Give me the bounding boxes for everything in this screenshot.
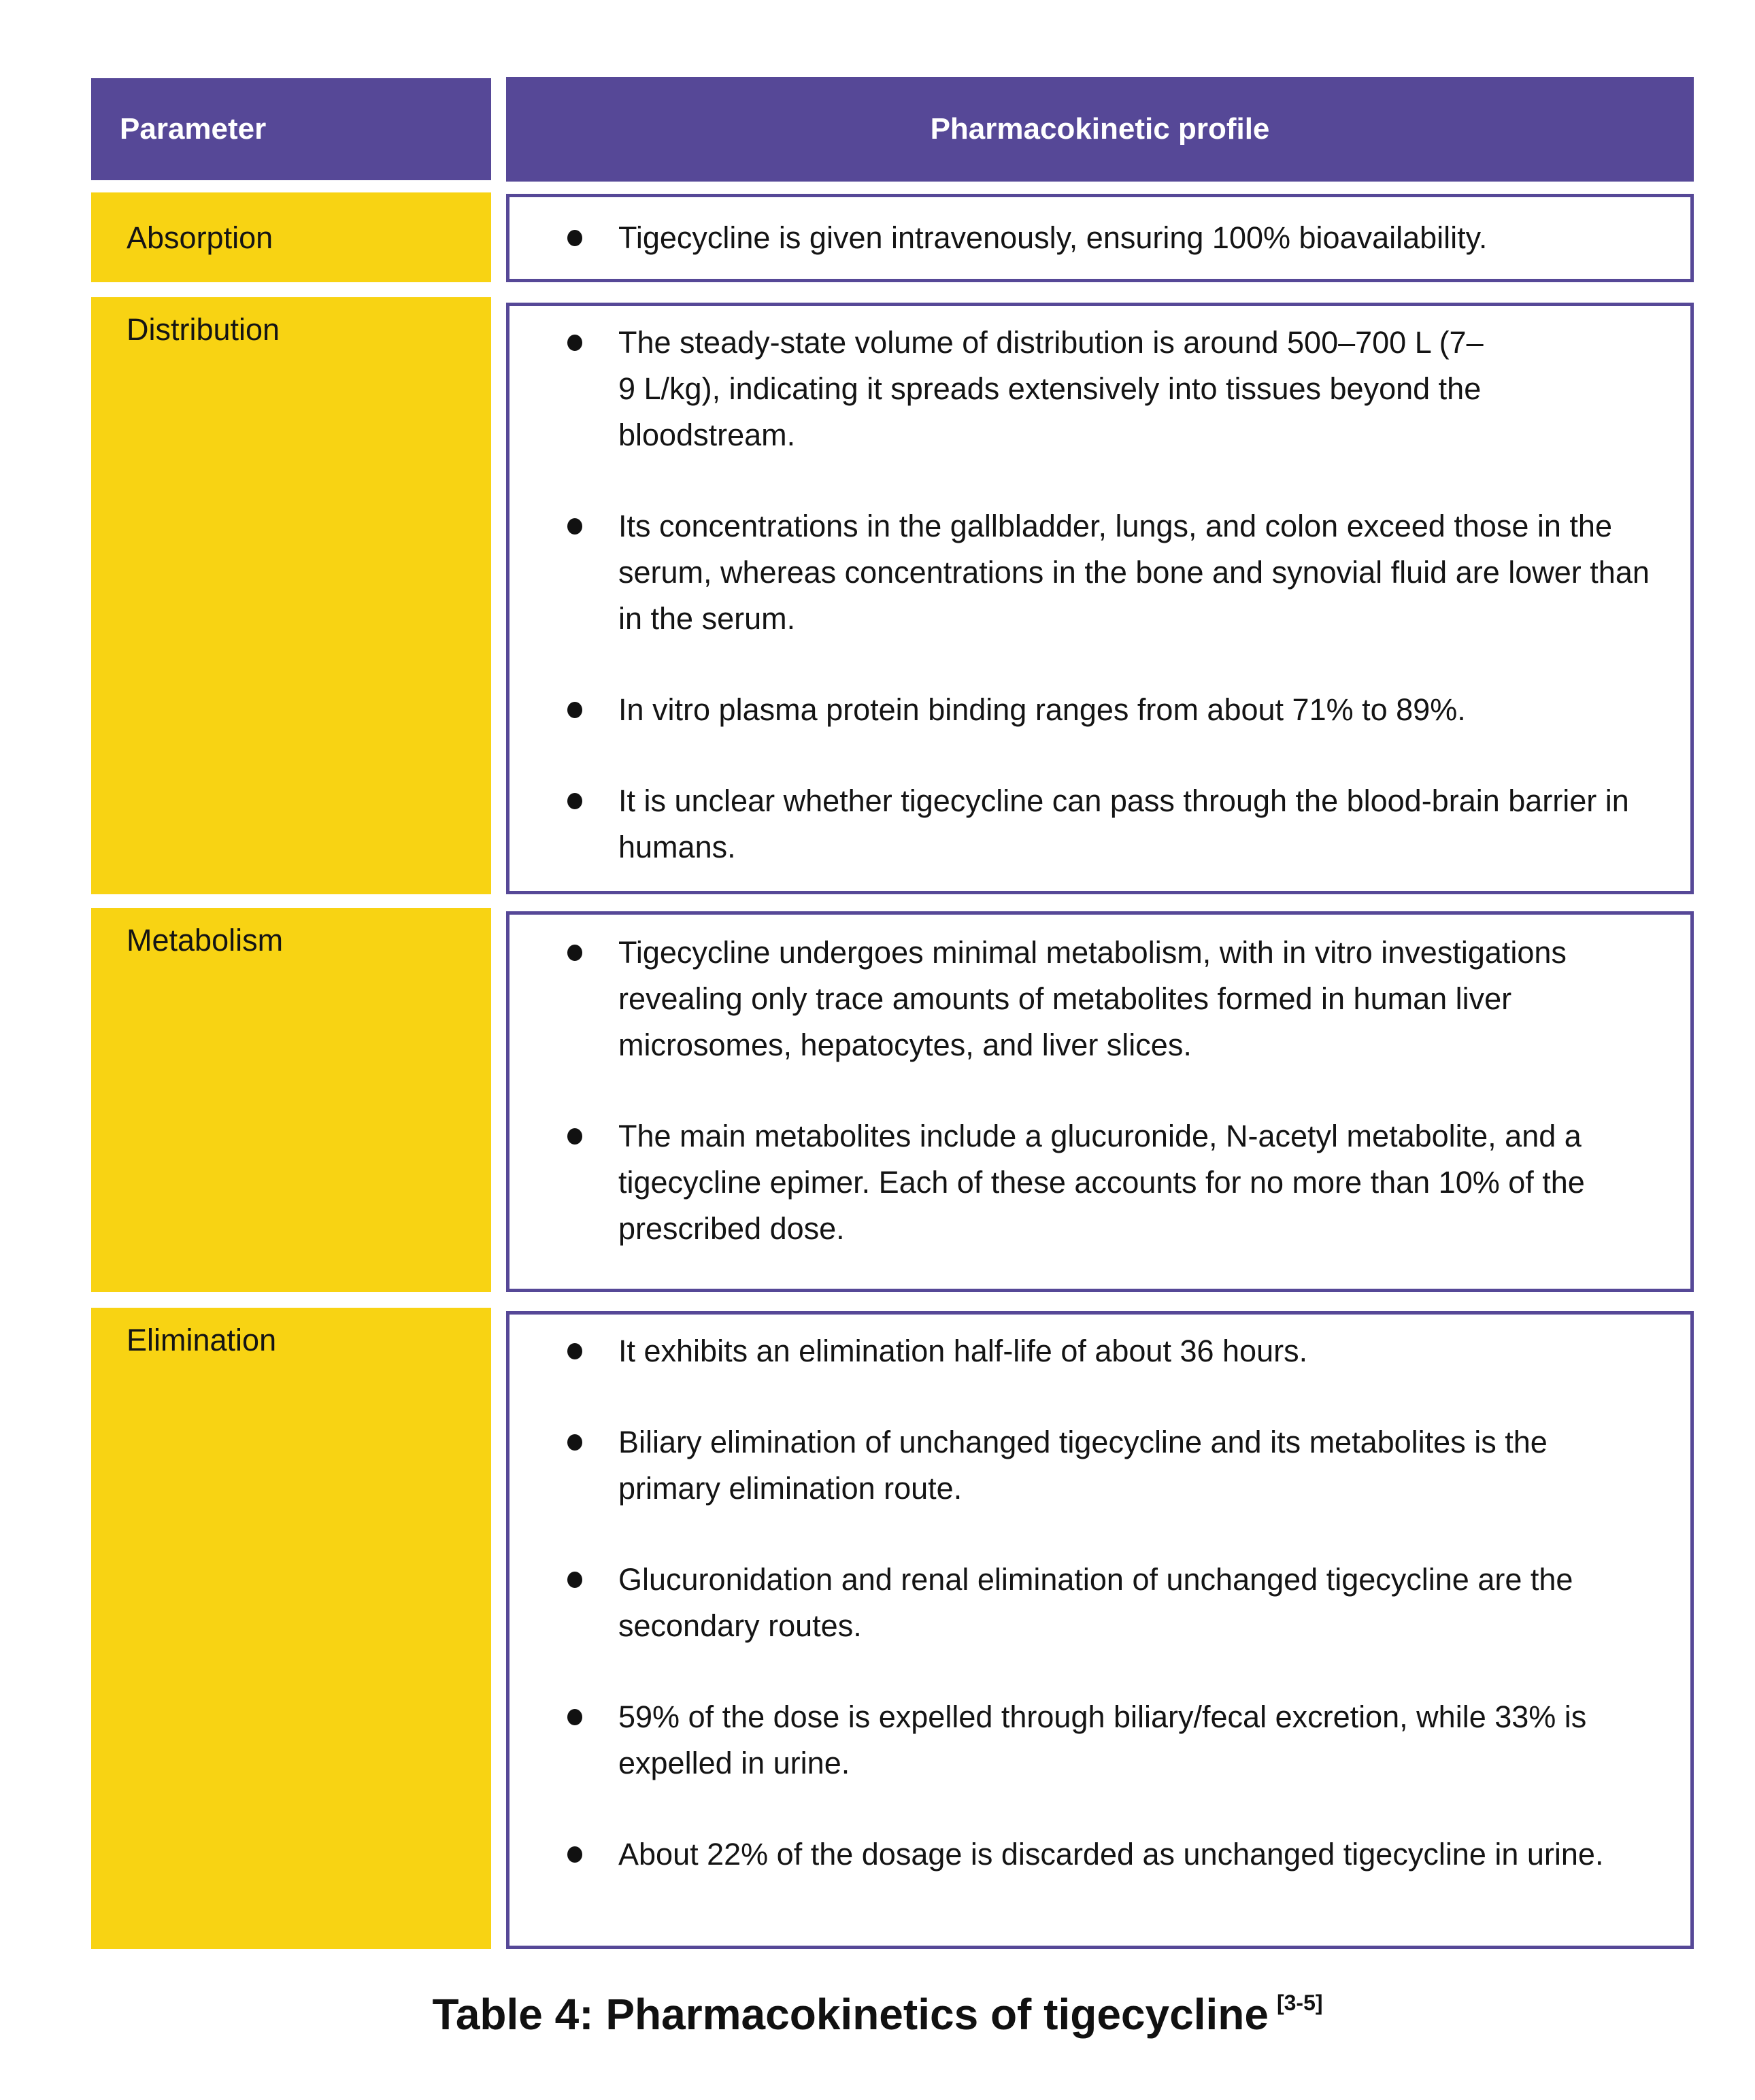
param-label: Metabolism	[127, 923, 284, 958]
bullet-icon	[567, 1434, 582, 1451]
param-label: Elimination	[127, 1323, 277, 1357]
profile-elimination	[506, 1311, 1694, 1949]
caption-text: Table 4: Pharmacokinetics of tigecycline	[432, 1990, 1269, 2039]
bullet-list	[509, 215, 1690, 261]
table-caption	[0, 1989, 1755, 2039]
param-elimination	[91, 1308, 491, 1949]
param-metabolism	[91, 908, 491, 1292]
bullet-icon	[567, 945, 582, 961]
bullet-item: The steady-state volume of distribution is around 500–700 L (7–9 L/kg), indicating it spreads extensively into tissues beyond the bloodstream.	[509, 320, 1690, 458]
header-parameter	[91, 78, 491, 180]
bullet-icon	[567, 1128, 582, 1145]
profile-metabolism	[506, 911, 1694, 1292]
header-parameter-label: Parameter	[120, 112, 267, 146]
bullet-icon	[567, 1709, 582, 1725]
bullet-list	[509, 320, 1690, 870]
param-distribution	[91, 297, 491, 894]
bullet-icon	[567, 230, 582, 246]
bullet-item: It exhibits an elimination half-life of about 36 hours.	[509, 1328, 1690, 1374]
bullet-item: About 22% of the dosage is discarded as unchanged tigecycline in urine.	[509, 1831, 1690, 1878]
bullet-item: Tigecycline undergoes minimal metabolism, with in vitro investigations revealing only trace amounts of metabolites formed in human liver microsomes, hepatocytes, and liver slices.	[509, 930, 1690, 1068]
bullet-list	[509, 930, 1690, 1252]
bullet-icon	[567, 1343, 582, 1359]
bullet-icon	[567, 335, 582, 351]
bullet-item: In vitro plasma protein binding ranges from about 71% to 89%.	[509, 687, 1690, 733]
header-profile-label: Pharmacokinetic profile	[930, 112, 1270, 146]
bullet-list	[509, 1328, 1690, 1878]
bullet-item: Its concentrations in the gallbladder, lungs, and colon exceed those in the serum, whereas concentrations in the bone and synovial fluid are lower than in the serum.	[509, 503, 1690, 642]
bullet-icon	[567, 1572, 582, 1588]
profile-distribution	[506, 303, 1694, 894]
caption-reference: [3-5]	[1276, 1991, 1323, 2015]
param-absorption	[91, 192, 491, 282]
bullet-item: It is unclear whether tigecycline can pass through the blood-brain barrier in humans.	[509, 778, 1690, 870]
bullet-item: Biliary elimination of unchanged tigecycline and its metabolites is the primary elimination route.	[509, 1419, 1690, 1512]
bullet-item: Glucuronidation and renal elimination of unchanged tigecycline are the secondary routes.	[509, 1557, 1690, 1649]
profile-absorption	[506, 194, 1694, 282]
bullet-icon	[567, 518, 582, 535]
bullet-icon	[567, 793, 582, 809]
bullet-icon	[567, 702, 582, 718]
bullet-item: Tigecycline is given intravenously, ensuring 100% bioavailability.	[509, 215, 1690, 261]
header-profile	[506, 77, 1694, 182]
bullet-icon	[567, 1846, 582, 1863]
bullet-item: 59% of the dose is expelled through biliary/fecal excretion, while 33% is expelled in urine.	[509, 1694, 1690, 1786]
param-label: Absorption	[127, 220, 273, 255]
bullet-item: The main metabolites include a glucuronide, N-acetyl metabolite, and a tigecycline epimer. Each of these accounts for no more than 10% of the prescribed dose.	[509, 1113, 1690, 1252]
param-label: Distribution	[127, 312, 280, 347]
